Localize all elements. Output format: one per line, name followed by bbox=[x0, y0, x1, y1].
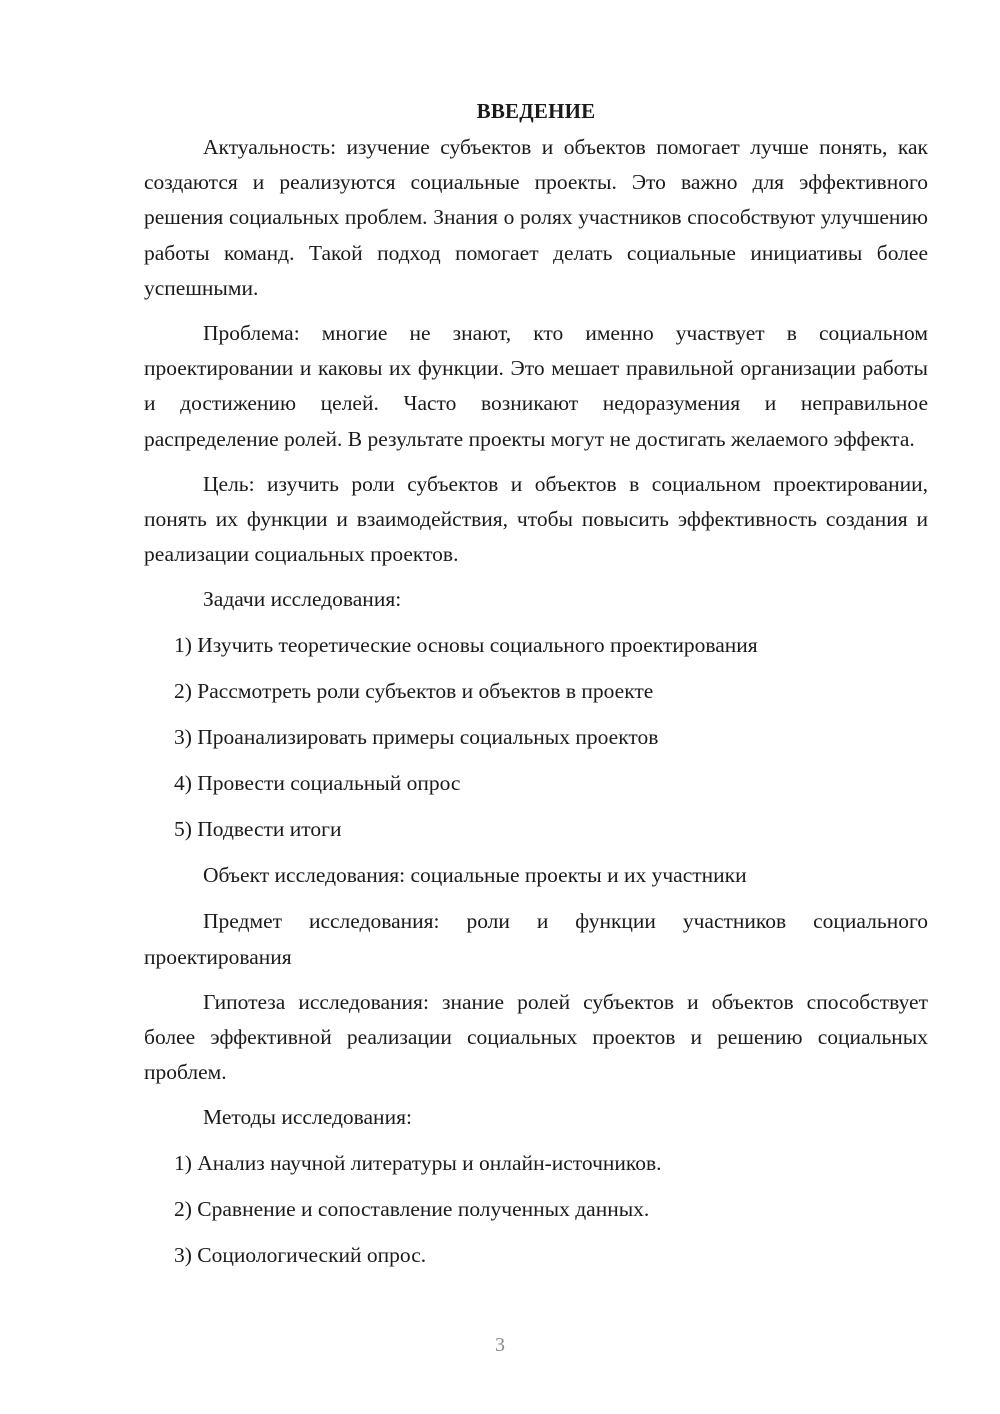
relevance-paragraph: Актуальность: изучение субъектов и объектов помогает лучше понять, как создаются и реализуются социальные проекты. Это важно для эффективного решения социальных проблем. Знания о ролях участников способствуют улучшению работы команд. Такой подход помогает делать социальные инициативы более успешными. bbox=[144, 135, 928, 300]
task-item: 1) Изучить теоретические основы социального проектирования bbox=[174, 633, 758, 658]
task-item: 3) Проанализировать примеры социальных проектов bbox=[174, 725, 659, 750]
method-item: 3) Социологический опрос. bbox=[174, 1243, 427, 1268]
goal-paragraph: Цель: изучить роли субъектов и объектов в социальном проектировании, понять их функции и взаимодействия, чтобы повысить эффективность создания и реализации социальных проектов. bbox=[144, 471, 928, 567]
page-number: 3 bbox=[495, 1334, 505, 1356]
subject-paragraph: Предмет исследования: роли и функции участников социального проектирования bbox=[144, 909, 928, 969]
document-page bbox=[144, 96, 928, 1284]
methods-list bbox=[144, 1146, 928, 1273]
task-item: 4) Провести социальный опрос bbox=[174, 771, 461, 796]
methods-title: Методы исследования: bbox=[203, 1105, 412, 1130]
page-title: ВВЕДЕНИЕ bbox=[476, 99, 596, 123]
method-item: 2) Сравнение и сопоставление полученных данных. bbox=[174, 1197, 650, 1222]
problem-paragraph: Проблема: многие не знают, кто именно участвует в социальном проектировании и каковы их функции. Это мешает правильной организации работы и достижению целей. Часто возникают недоразумения и неправильное распределение ролей. В результате проекты могут не достигать желаемого эффекта. bbox=[144, 321, 928, 451]
tasks-title: Задачи исследования: bbox=[203, 587, 402, 612]
task-item: 5) Подвести итоги bbox=[174, 817, 342, 842]
method-item: 1) Анализ научной литературы и онлайн-источников. bbox=[174, 1151, 662, 1176]
tasks-list bbox=[144, 628, 928, 847]
task-item: 2) Рассмотреть роли субъектов и объектов в проекте bbox=[174, 679, 654, 704]
hypothesis-paragraph: Гипотеза исследования: знание ролей субъектов и объектов способствует более эффективной реализации социальных проектов и решению социальных проблем. bbox=[144, 989, 928, 1085]
object-paragraph: Объект исследования: социальные проекты и их участники bbox=[203, 863, 747, 888]
